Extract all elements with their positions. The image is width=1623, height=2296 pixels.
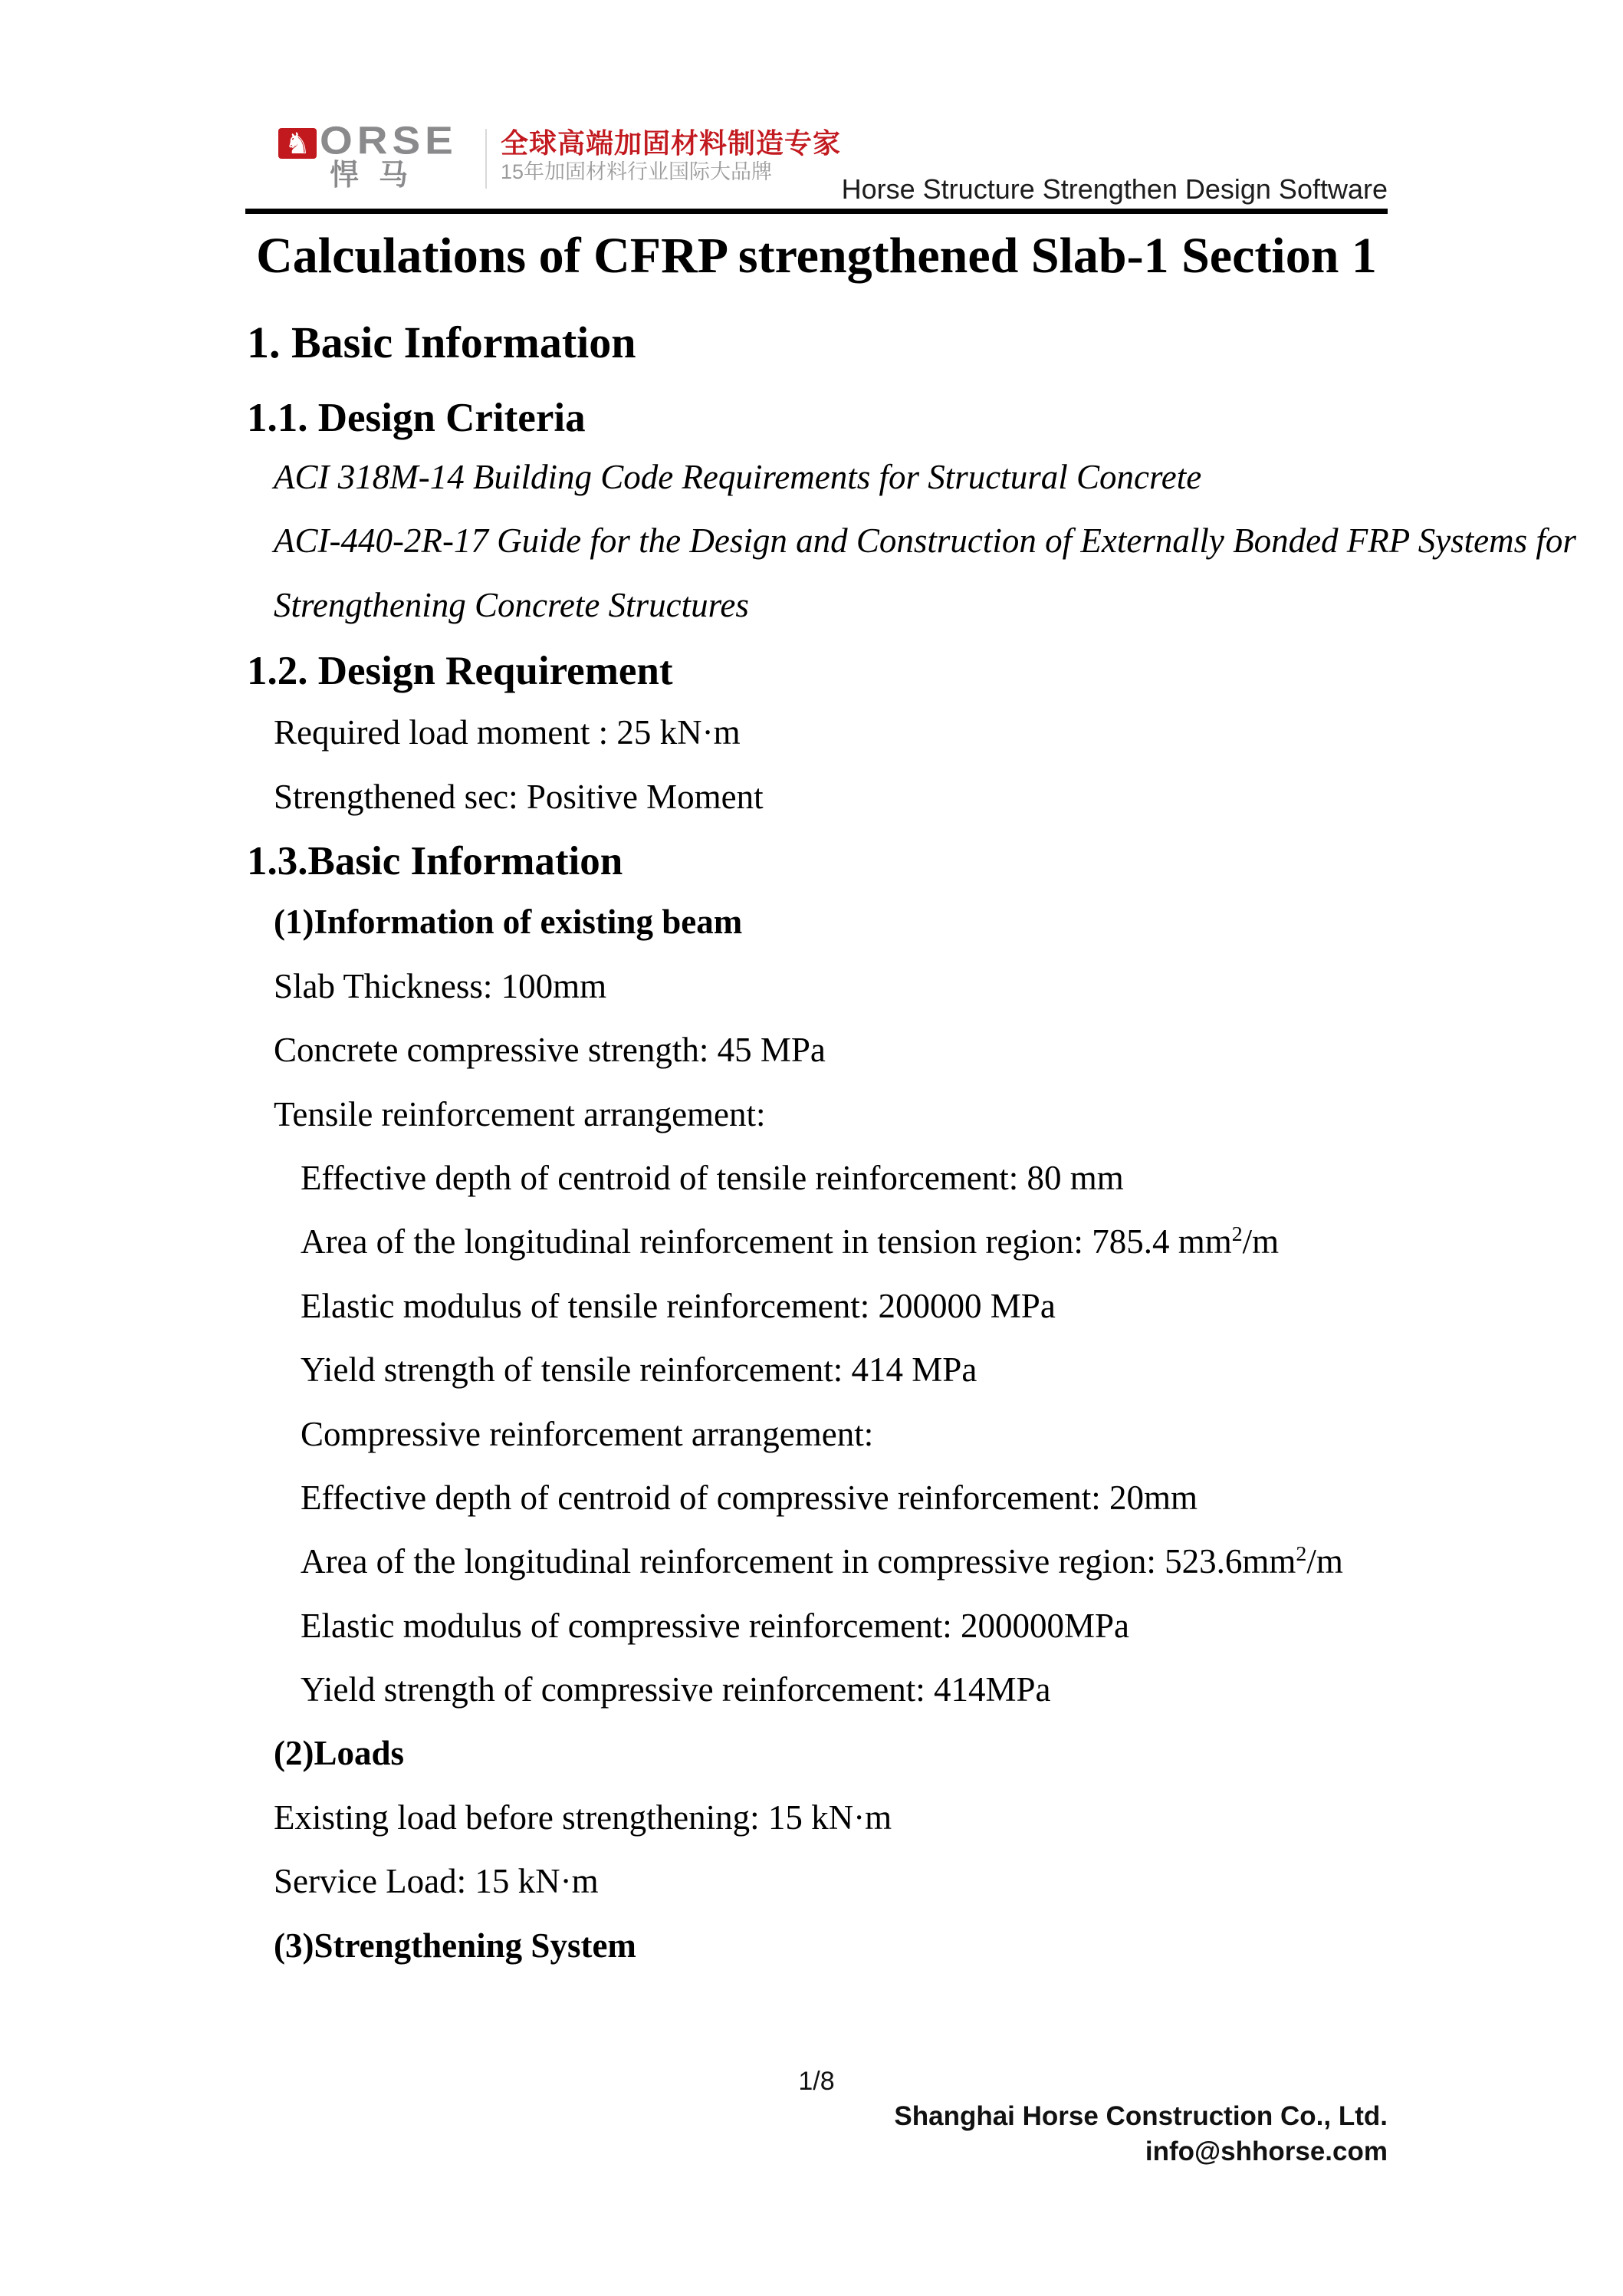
- doc-title: Calculations of CFRP strengthened Slab-1 Section 1: [256, 228, 1377, 284]
- brand-logo: [278, 128, 317, 159]
- subheading-loads: (2)Loads: [274, 1734, 405, 1772]
- horse-knight-icon: ♞: [284, 127, 311, 160]
- doc-line-compressive-modulus: Elastic modulus of compressive reinforcement: 200000MPa: [301, 1607, 1130, 1645]
- doc-line-tensile-modulus: Elastic modulus of tensile reinforcement: 200000 MPa: [301, 1287, 1056, 1325]
- footer-company: Shanghai Horse Construction Co., Ltd.: [894, 2101, 1388, 2131]
- doc-line-service-load: Service Load: 15 kN·m: [274, 1862, 599, 1900]
- brand-wordmark: ORSE: [320, 118, 458, 163]
- doc-line-existing-load: Existing load before strengthening: 15 kN·m: [274, 1798, 892, 1837]
- section-heading-design-requirement: 1.2. Design Requirement: [247, 649, 673, 693]
- doc-line-compressive-depth: Effective depth of centroid of compressive reinforcement: 20mm: [301, 1479, 1198, 1517]
- doc-line-strengthened-sec: Strengthened sec: Positive Moment: [274, 778, 764, 816]
- footer-email: info@shhorse.com: [1145, 2136, 1388, 2166]
- header-rule: [245, 209, 1388, 214]
- doc-line-tensile-area: Area of the longitudinal reinforcement in tension region: 785.4 $mm^2/m$: [301, 1222, 1280, 1261]
- doc-line-compressive-area: Area of the longitudinal reinforcement in compressive region: $523.6mm^2/m$: [301, 1542, 1343, 1581]
- doc-line-criteria-1: ACI 318M-14 Building Code Requirements for Structural Concrete: [274, 458, 1202, 496]
- doc-line-slab-thickness: Slab Thickness: 100mm: [274, 967, 607, 1005]
- subheading-existing-beam: (1)Information of existing beam: [274, 903, 743, 941]
- section-heading-basic-information-13: 1.3.Basic Information: [247, 839, 623, 883]
- section-heading-design-criteria: 1.1. Design Criteria: [247, 396, 586, 440]
- doc-line-compressive-yield: Yield strength of compressive reinforcement: 414MPa: [301, 1670, 1051, 1709]
- brand-tagline: 全球高端加固材料制造专家: [501, 127, 842, 159]
- subheading-strengthening-system: (3)Strengthening System: [274, 1926, 636, 1965]
- doc-line-tensile-arrangement: Tensile reinforcement arrangement:: [274, 1095, 766, 1133]
- brand-subtagline: 15年加固材料行业国际大品牌: [501, 160, 773, 183]
- app-title: Horse Structure Strengthen Design Software: [841, 173, 1388, 205]
- section-heading-basic-information: 1. Basic Information: [247, 317, 636, 367]
- footer-page-number: 1/8: [798, 2067, 835, 2096]
- doc-line-tensile-yield: Yield strength of tensile reinforcement: 414 MPa: [301, 1350, 977, 1389]
- brand-name-cn: 悍马: [330, 160, 429, 192]
- doc-line-tensile-depth: Effective depth of centroid of tensile reinforcement: 80 mm: [301, 1159, 1124, 1197]
- doc-line-criteria-3: Strengthening Concrete Structures: [274, 586, 749, 624]
- doc-line-required-moment: Required load moment : 25 kN·m: [274, 713, 741, 752]
- doc-line-concrete-strength: Concrete compressive strength: 45 MPa: [274, 1031, 826, 1069]
- doc-line-compressive-arrangement: Compressive reinforcement arrangement:: [301, 1415, 874, 1453]
- doc-line-criteria-2: ACI-440-2R-17 Guide for the Design and Construction of Externally Bonded FRP Systems for: [274, 521, 1576, 560]
